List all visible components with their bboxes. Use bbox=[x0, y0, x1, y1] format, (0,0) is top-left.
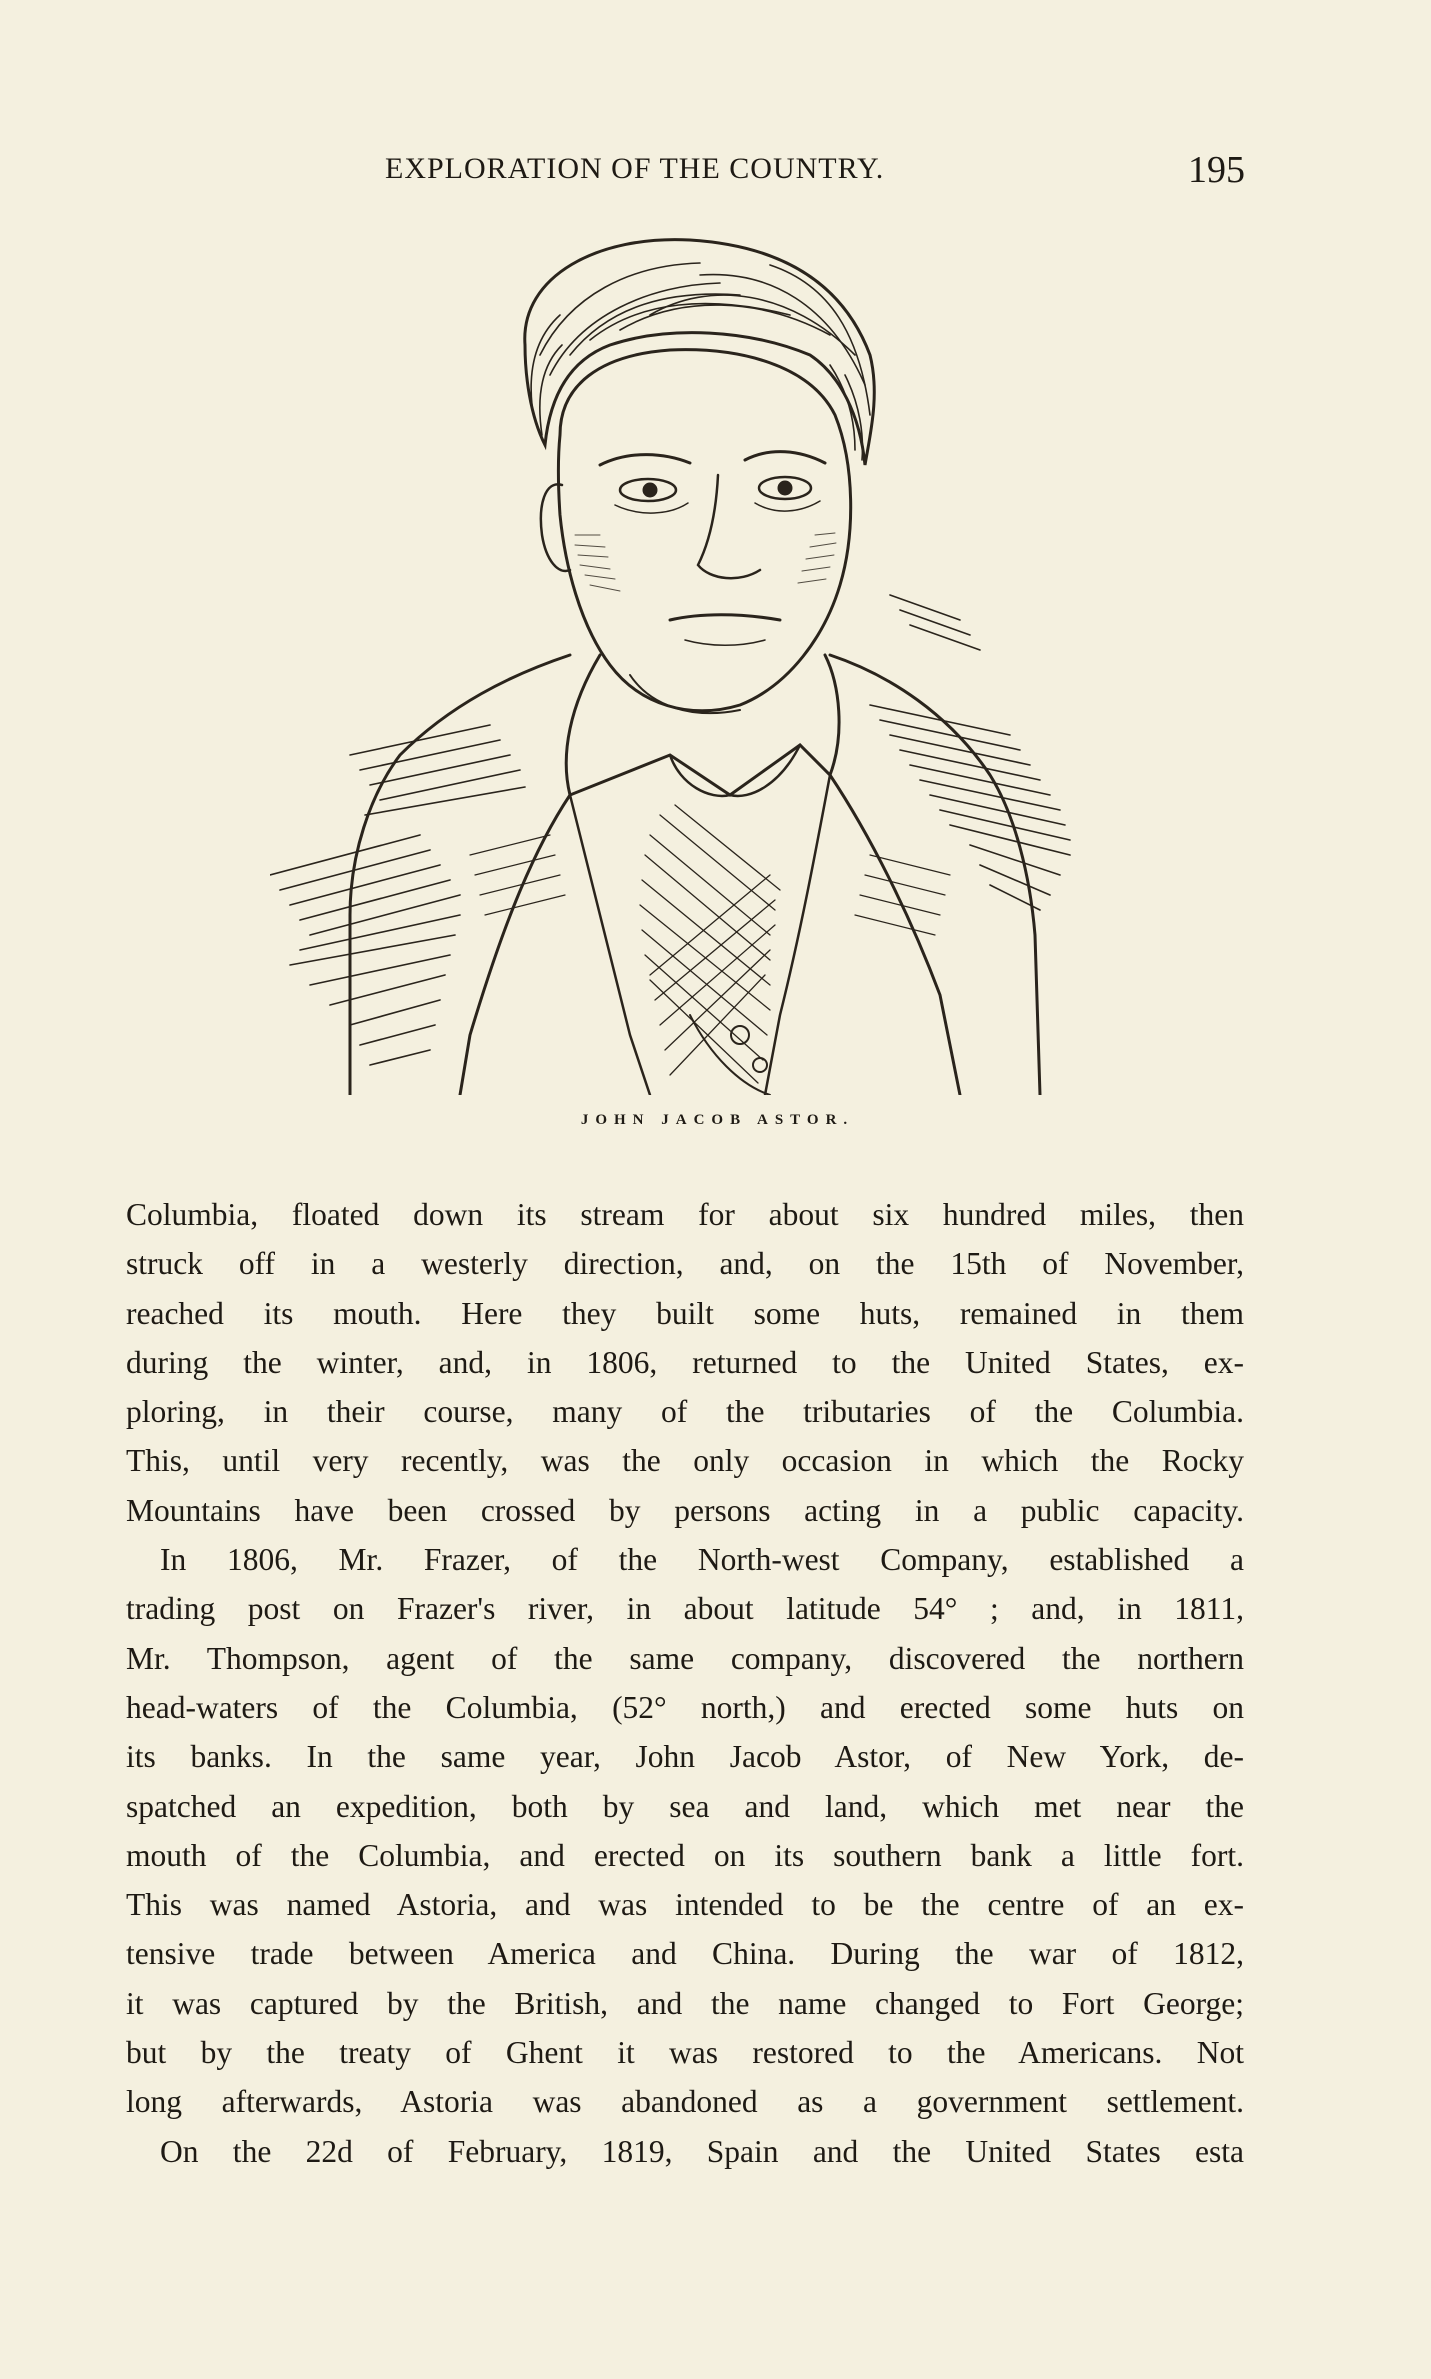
text-line: ploring, in their course, many of the tributaries of the Columbia. bbox=[126, 1394, 1244, 1430]
hair-outline bbox=[525, 240, 875, 465]
left-lapel bbox=[460, 795, 570, 1095]
text-line: it was captured by the British, and the name changed to Fort George; bbox=[126, 1985, 1244, 2021]
text-line: In 1806, Mr. Frazer, of the North-west Company, established a bbox=[160, 1542, 1244, 1578]
left-shoulder-hatching bbox=[270, 725, 525, 1065]
collar bbox=[566, 655, 839, 795]
coat-outline bbox=[350, 655, 570, 1095]
text-line: On the 22d of February, 1819, Spain and the United States esta bbox=[160, 2133, 1244, 2169]
text-line: Columbia, floated down its stream for about six hundred miles, then bbox=[126, 1197, 1244, 1232]
text-line: This, until very recently, was the only occasion in which the Rocky bbox=[126, 1443, 1244, 1479]
cravat bbox=[670, 745, 800, 796]
text-line: long afterwards, Astoria was abandoned as a government settlement. bbox=[126, 2084, 1244, 2120]
text-line: Mr. Thompson, agent of the same company, discovered the northern bbox=[126, 1640, 1244, 1676]
text-line: its banks. In the same year, John Jacob Astor, of New York, de- bbox=[126, 1739, 1244, 1775]
running-head bbox=[385, 149, 1245, 196]
text-line: Mountains have been crossed by persons acting in a public capacity. bbox=[126, 1492, 1244, 1528]
text-line: head-waters of the Columbia, (52° north,) and erected some huts on bbox=[126, 1689, 1244, 1725]
text-line: spatched an expedition, both by sea and land, which met near the bbox=[126, 1788, 1244, 1824]
nose bbox=[698, 475, 760, 578]
portrait-engraving bbox=[270, 235, 1100, 1095]
text-line: tensive trade between America and China. During the war of 1812, bbox=[126, 1936, 1244, 1972]
page-number: 195 bbox=[1188, 149, 1245, 191]
brows bbox=[600, 455, 690, 465]
text-line: during the winter, and, in 1806, returned to the United States, ex- bbox=[126, 1344, 1244, 1380]
figure-caption: JOHN JACOB ASTOR. bbox=[580, 1112, 855, 1128]
text-line: struck off in a westerly direction, and, on the 15th of November, bbox=[126, 1246, 1244, 1282]
text-line: This was named Astoria, and was intended to be the centre of an ex- bbox=[126, 1887, 1244, 1923]
mouth bbox=[670, 615, 780, 620]
text-line: mouth of the Columbia, and erected on its southern bank a little fort. bbox=[126, 1837, 1244, 1873]
text-line: trading post on Frazer's river, in about latitude 54° ; and, in 1811, bbox=[126, 1591, 1244, 1627]
face-outline bbox=[559, 350, 851, 711]
text-line: but by the treaty of Ghent it was restored to the Americans. Not bbox=[126, 2035, 1244, 2071]
running-title: EXPLORATION OF THE COUNTRY. bbox=[385, 152, 885, 185]
vest-hatching bbox=[640, 805, 780, 1083]
right-lapel bbox=[830, 775, 960, 1095]
text-line: reached its mouth. Here they built some huts, remained in them bbox=[126, 1295, 1244, 1331]
body-text bbox=[126, 1190, 1244, 2176]
